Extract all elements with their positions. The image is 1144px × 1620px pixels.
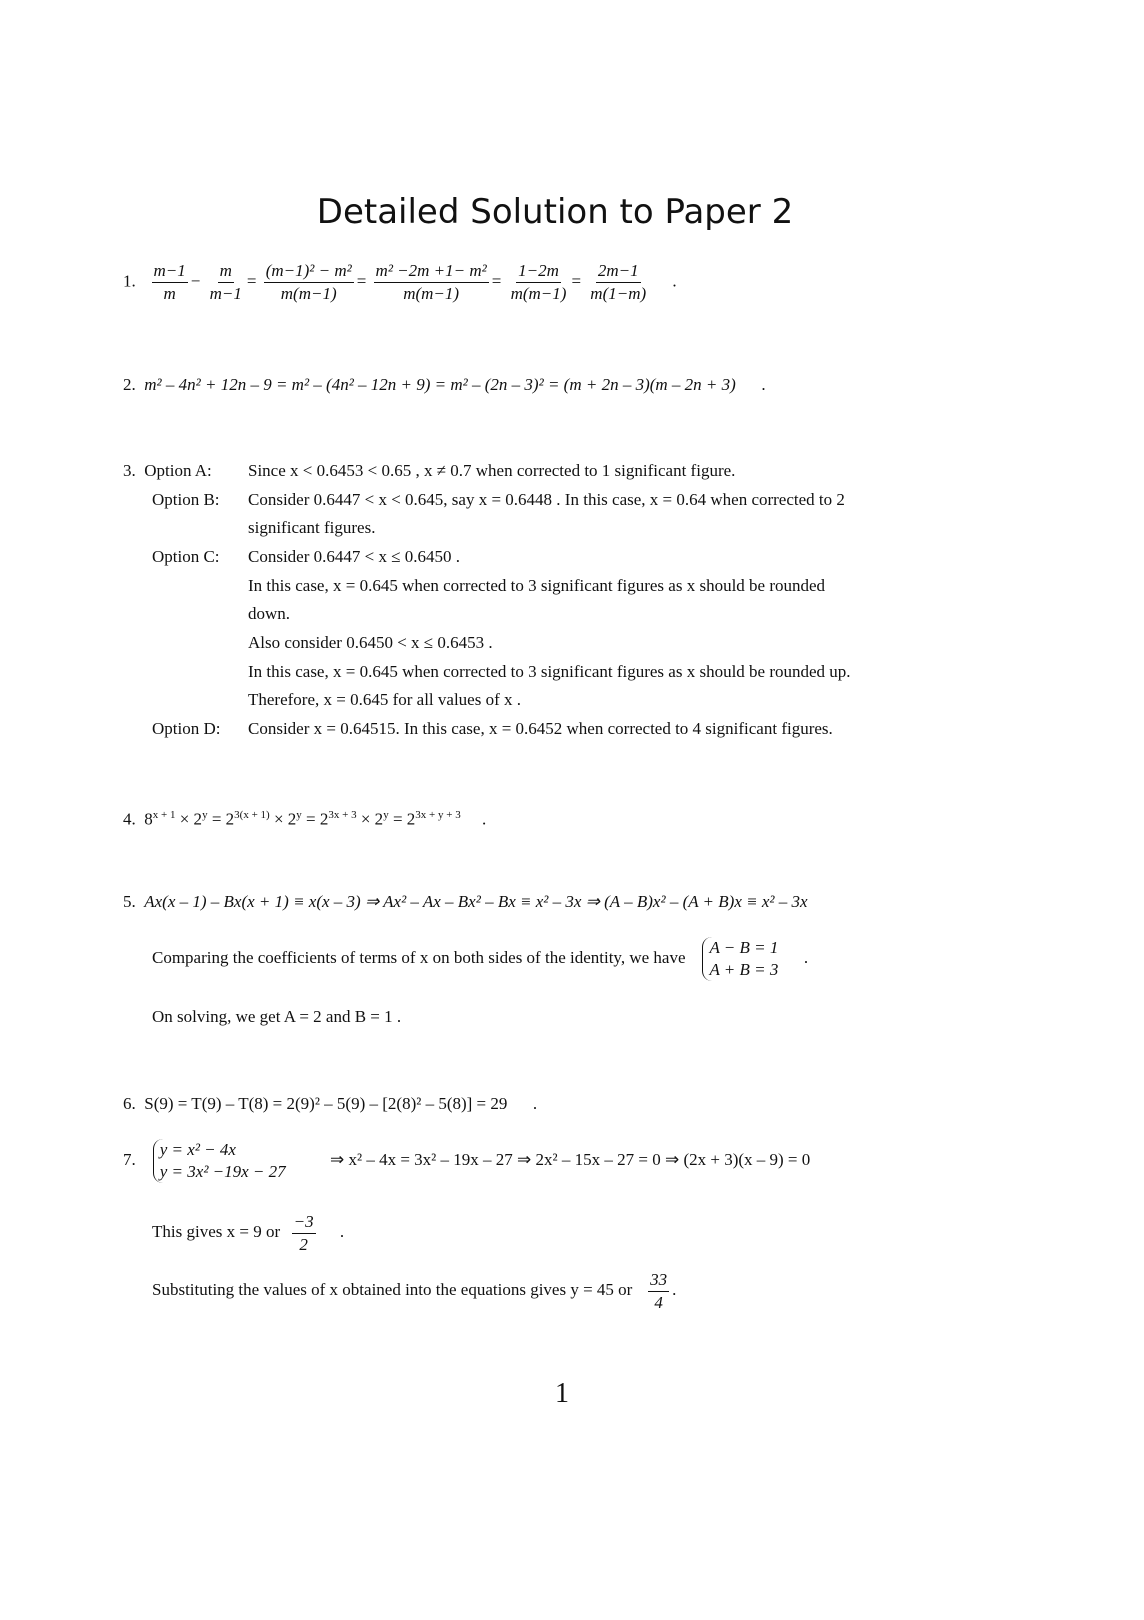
math-text: Consider x = 0.64515. In this case, x = 0.6452 when corrected to 4 significant figures. — [248, 719, 833, 738]
fraction — [208, 260, 244, 305]
math-text: Since x < 0.6453 < 0.65 , x ≠ 0.7 when corrected to 1 significant figure. — [248, 461, 736, 480]
math-text: y — [383, 809, 389, 821]
fraction — [374, 260, 489, 305]
math-text: −3 — [292, 1211, 316, 1234]
math-text: Consider 0.6447 < x < 0.645, say x = 0.6448 . In this case, x = 0.64 when corrected to 2 — [248, 490, 845, 509]
math-text: . — [672, 1280, 677, 1299]
math-text: Comparing the coefficients of terms of x on both sides of the identity, we have — [152, 948, 686, 967]
math-text: 2. — [123, 375, 136, 394]
math-text: 8 — [144, 809, 153, 829]
math-text: = 2 — [301, 809, 329, 829]
math-text: y — [296, 809, 302, 821]
page-title: Detailed Solution to Paper 2 — [316, 192, 794, 232]
math-text: 1−2m — [516, 260, 561, 283]
math-text: m−1 — [209, 284, 242, 303]
math-text: 3x + 3 — [328, 809, 357, 821]
math-text: In this case, x = 0.645 when corrected to 3 significant figures as x should be rounded up. — [248, 662, 851, 681]
math-text: m² – 4n² + 12n – 9 = m² – (4n² – 12n + 9) = m² – (2n – 3)² = (m + 2n – 3)(m – 2n + 3) — [144, 375, 736, 394]
math-text: = — [571, 271, 582, 291]
solution-4 — [123, 805, 486, 830]
math-text: m² −2m +1− m² — [374, 260, 489, 283]
math-text: m — [163, 284, 176, 303]
math-text: 4 — [654, 1292, 663, 1312]
math-text: y — [202, 809, 208, 821]
math-text: × 2 — [269, 809, 297, 829]
math-text: . — [532, 1094, 538, 1113]
math-text: S(9) = T(9) – T(8) = 2(9)² – 5(9) – [2(8)² – 5(8)] = 29 — [144, 1094, 508, 1113]
solution-1 — [123, 260, 677, 305]
solution-2 — [123, 375, 766, 395]
math-text: m(m−1) — [280, 284, 337, 303]
math-text: m(m−1) — [403, 284, 460, 303]
solution-6 — [123, 1094, 537, 1114]
equation-system — [153, 1139, 286, 1183]
math-text: = 2 — [207, 809, 235, 829]
math-text: = — [356, 271, 367, 291]
math-text: 3x + y + 3 — [415, 809, 461, 821]
page-number: 1 — [555, 1378, 569, 1409]
fraction — [588, 260, 648, 305]
math-text: × 2 — [356, 809, 384, 829]
math-text: y = x² − 4x — [159, 1140, 236, 1160]
math-text: Option A: — [144, 461, 212, 480]
math-text: m−1 — [152, 260, 188, 283]
math-text: A + B = 3 — [709, 960, 779, 980]
math-text: (m−1)² − m² — [264, 260, 354, 283]
math-text: 6. — [123, 1094, 136, 1113]
math-text: A − B = 1 — [709, 938, 779, 958]
fraction — [292, 1211, 316, 1256]
math-text: y = 3x² −19x − 27 — [159, 1162, 286, 1182]
math-text: ⇒ x² – 4x = 3x² – 19x – 27 ⇒ 2x² – 15x – 27 = 0 ⇒ (2x + 3)(x – 9) = 0 — [330, 1150, 811, 1169]
math-text: Ax(x – 1) – Bx(x + 1) ≡ x(x – 3) ⇒ Ax² – Ax – Bx² – Bx ≡ x² – 3x ⇒ (A – B)x² – (A + B)x ≡ x² – 3x — [144, 892, 808, 911]
math-text: m — [218, 260, 234, 283]
math-text: Therefore, x = 0.645 for all values of x . — [248, 690, 521, 709]
math-text: Consider 0.6447 < x ≤ 0.6450 . — [248, 547, 461, 566]
math-text: This gives x = 9 or — [152, 1222, 281, 1241]
math-text: 3(x + 1) — [234, 809, 270, 821]
item-number: 1. — [123, 271, 136, 291]
math-text: Option D: — [152, 719, 221, 738]
math-text: . — [481, 809, 487, 829]
math-text: In this case, x = 0.645 when corrected to 3 significant figures as x should be rounded — [248, 576, 826, 595]
math-text: Option C: — [152, 547, 220, 566]
math-text: × 2 — [175, 809, 203, 829]
math-text: 33 — [648, 1269, 669, 1292]
math-text: = 2 — [388, 809, 416, 829]
math-text: 2 — [299, 1234, 308, 1254]
math-text: Option B: — [152, 490, 220, 509]
fraction — [152, 260, 188, 305]
math-text: = — [491, 271, 502, 291]
math-text: On solving, we get A = 2 and B = 1 . — [152, 1007, 402, 1026]
math-text: Substituting the values of x obtained into the equations gives y = 45 or — [152, 1280, 633, 1299]
math-text: . — [803, 948, 809, 967]
math-text: − — [190, 271, 201, 291]
math-text: 3. — [123, 461, 136, 480]
math-text: 4. — [123, 809, 136, 829]
math-text: 7. — [123, 1150, 136, 1169]
math-text: significant figures. — [248, 518, 376, 537]
math-text: down. — [248, 604, 291, 623]
math-text: m(1−m) — [590, 284, 647, 303]
math-text: . — [672, 271, 677, 291]
math-text: = — [246, 271, 257, 291]
fraction — [264, 260, 354, 305]
math-text: 5. — [123, 892, 136, 911]
math-text: . — [339, 1222, 345, 1241]
math-text: m(m−1) — [510, 284, 567, 303]
math-text: x + 1 — [152, 809, 176, 821]
math-text: . — [761, 375, 766, 394]
math-text: Also consider 0.6450 < x ≤ 0.6453 . — [248, 633, 493, 652]
fraction — [648, 1269, 669, 1314]
fraction — [509, 260, 569, 305]
math-text: 2m−1 — [596, 260, 641, 283]
equation-system — [702, 937, 778, 981]
